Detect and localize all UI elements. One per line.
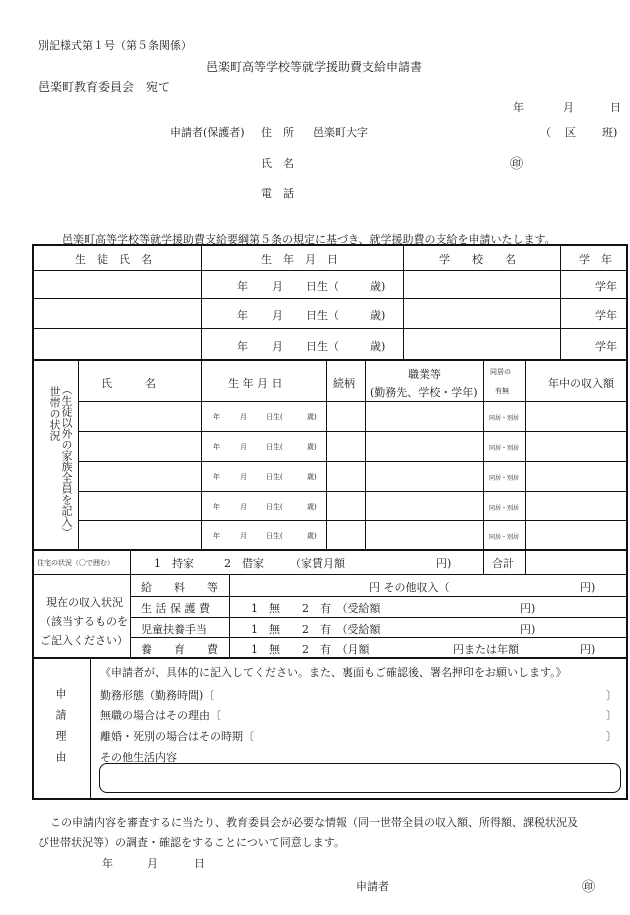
- household-side-note: （生徒以外の家族全員を記入）: [60, 384, 73, 538]
- applicant-label: 申請者(保護者): [170, 126, 245, 139]
- job-header: 職業等: [408, 368, 441, 381]
- phone-label: 電 話: [261, 187, 294, 200]
- housing-own-option[interactable]: 1 持家: [154, 557, 194, 570]
- income-section-label-2: （該当するものを: [40, 615, 128, 628]
- income-header: 年中の収入額: [548, 377, 614, 390]
- consent-text-line-1: この申請内容を審査するに当たり、教育委員会が必要な情報（同一世帯全員の収入額、所得額、課税状況及: [50, 816, 578, 829]
- housing-rent-option[interactable]: 2 借家: [224, 557, 264, 570]
- job-sub-header: (勤務先、学校・学年): [370, 386, 478, 399]
- consent-year-label: 年: [102, 857, 113, 870]
- other-living-field[interactable]: [99, 763, 621, 793]
- divorce-timing-close: 〕: [606, 730, 617, 743]
- consent-applicant-label: 申請者: [356, 880, 389, 893]
- consent-day-label: 日: [194, 857, 205, 870]
- household-name-header: 氏 名: [101, 377, 156, 390]
- total-label: 合計: [492, 557, 514, 570]
- student-name-header: 生 徒 氏 名: [75, 253, 152, 266]
- unemployed-reason-label: 無職の場合はその理由〔: [100, 709, 221, 722]
- address-label: 住 所: [261, 126, 294, 139]
- district-open: （: [540, 126, 551, 139]
- district-ward-label: 区: [565, 126, 576, 139]
- divorce-timing-label: 離婚・死別の場合はその時期〔: [100, 730, 254, 743]
- rent-amount-label: （家賃月額: [290, 557, 345, 570]
- income-section-label-3: ご記入ください）: [40, 634, 128, 647]
- form-title: 邑楽町高等学校等就学援助費支給申請書: [206, 60, 423, 74]
- date-month-label: 月: [563, 101, 574, 114]
- form-number: 別記様式第１号（第５条関係）: [38, 39, 192, 52]
- consent-month-label: 月: [147, 857, 158, 870]
- household-birth-header: 生 年 月 日: [228, 377, 283, 390]
- date-year-label: 年: [513, 101, 524, 114]
- housing-label: 住宅の状況（〇で囲む）: [37, 559, 114, 567]
- relation-header: 続柄: [333, 377, 355, 390]
- unemployed-reason-close: 〕: [606, 709, 617, 722]
- application-form-page: 別記様式第１号（第５条関係） 邑楽町高等学校等就学援助費支給申請書 邑楽町教育委員会 宛て 年 月 日 申請者(保護者) 住 所 邑楽町大字 （ 区 班) 氏 名 ㊞ 電 話 邑楽町高等学校等就学援助費支給要綱第５条の規定に基づき、就学援助費の支給を申請いたします。 生 徒 氏 名 生 年 月 日 学 校 名 学 年 年 月 日生（ 歳) 学年 年 月 日生（ 歳) 学年 年 月 日生（ 歳) 学年 世帯の状況 （生徒以外の家族全員を記入） 氏 名 生 年 月 日 続柄 職業等 (勤務先、学校・学年) 同居の 有無 年中の収入額 年 月 日生( 歳) 同居・別居 年 月 日生( 歳) 同居・別居 年 月 日生( 歳) 同居・別居 年 月 日生( 歳) 同居・別居 年 月 日生( 歳) 同居・別居 住宅の状況（〇で囲む） 1 持家 2 借家 （家賃月額 円) 合計 現在の収入状況 （該当するものを ご記入ください） 給 料 等 円 その他収入（ 円) 生 活 保 護 費 1 無 2 有 （受給額 円) 児童扶養手当 1 無 2 有 （受給額 円) 養 育 費 1 無 2 有 （月額 円または年額 円) 申請理由 《申請者が、具体的に記入してください。また、裏面もご確認後、署名押印をお願いします。》 勤務形態（勤務時間)〔 〕 無職の場合はその理由〔 〕 離婚・死別の場合はその時期〔 〕 その他生活内容 この申請内容を審査するに当たり、教育委員会が必要な情報（同一世帯全員の収入額、所得額、課税状況及 び世帯状況等）の調査・確認をすることについて同意します。 年 月 日 申請者 ㊞: [0, 0, 630, 915]
- income-section-label-1: 現在の収入状況: [46, 596, 123, 609]
- work-style-label: 勤務形態（勤務時間)〔: [100, 689, 215, 702]
- cohab-header-2: 有無: [495, 387, 509, 395]
- reason-note: 《申請者が、具体的に記入してください。また、裏面もご確認後、署名押印をお願いします。》: [100, 666, 567, 679]
- household-side-label: 世帯の状況: [48, 386, 61, 441]
- addressee: 邑楽町教育委員会 宛て: [38, 80, 171, 94]
- date-day-label: 日: [610, 101, 621, 114]
- rent-yen-label: 円): [436, 557, 452, 570]
- reason-side-label: 申請理由: [54, 688, 67, 772]
- consent-text-line-2: び世帯状況等）の調査・確認をすることについて同意します。: [38, 836, 345, 849]
- cohab-header-1: 同居の: [490, 368, 511, 376]
- other-living-label: その他生活内容: [100, 751, 177, 764]
- work-style-close: 〕: [606, 689, 617, 702]
- intro-text: 邑楽町高等学校等就学援助費支給要綱第５条の規定に基づき、就学援助費の支給を申請いたします。: [62, 233, 556, 246]
- grade-header: 学 年: [579, 253, 612, 266]
- student-birth-header: 生 年 月 日: [261, 253, 338, 266]
- seal-mark: ㊞: [510, 157, 524, 172]
- consent-seal-mark: ㊞: [582, 880, 596, 895]
- district-group-label: 班): [602, 126, 618, 139]
- name-label: 氏 名: [261, 157, 294, 170]
- address-field[interactable]: 邑楽町大字: [313, 126, 368, 139]
- school-name-header: 学 校 名: [439, 253, 516, 266]
